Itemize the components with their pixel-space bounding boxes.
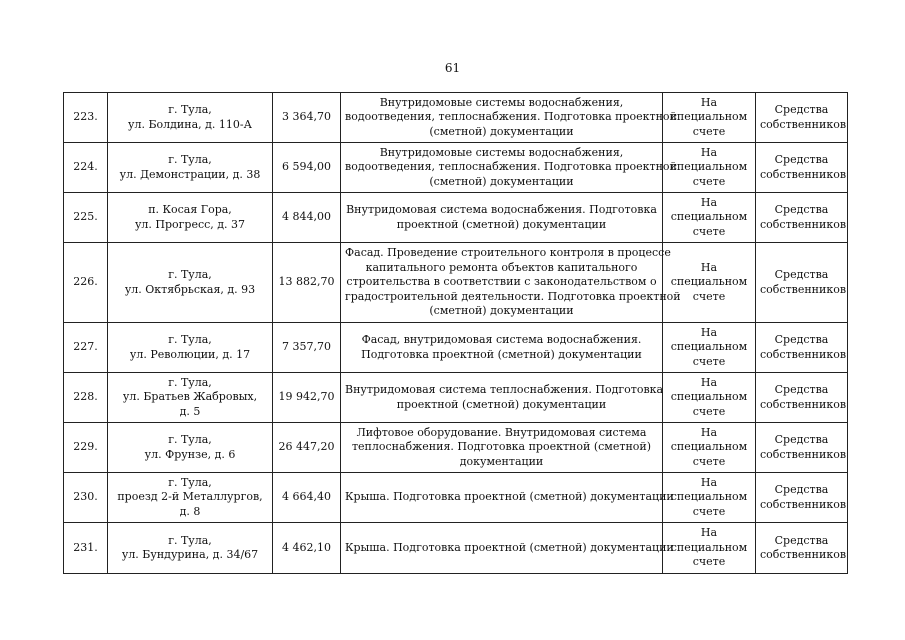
table-row (64, 373, 848, 423)
funding-source-cell (756, 193, 848, 243)
address-cell (108, 143, 273, 193)
work-line: водоотведения, теплоснабжения. Подготовка проектной (345, 160, 677, 174)
funding-source-cell (756, 423, 848, 473)
work-line: Крыша. Подготовка проектной (сметной) документации (345, 490, 674, 504)
account-cell (663, 473, 756, 523)
address-line: г. Тула, (168, 103, 212, 116)
work-line: Внутридомовые системы водоснабжения, (379, 95, 624, 109)
account-line: На (700, 260, 718, 274)
work-type-cell (341, 373, 663, 423)
address-line: г. Тула, (168, 268, 212, 281)
account-line: На (700, 145, 718, 159)
address-line: ул. Демонстрации, д. 38 (119, 167, 261, 181)
work-line: теплоснабжения. Подготовка проектной (сметной) (351, 440, 652, 454)
address-cell (108, 323, 273, 373)
address-line: ул. Революции, д. 17 (129, 347, 251, 361)
funding-source-line: собственников (760, 217, 847, 231)
funding-source-line: Средства (774, 153, 829, 166)
row-number-cell: 230. (64, 473, 108, 523)
funding-source-line: собственников (760, 117, 847, 131)
work-type-cell (341, 193, 663, 243)
funding-source-cell (756, 373, 848, 423)
account-line: счете (692, 504, 726, 518)
address-line: ул. Фрунзе, д. 6 (144, 447, 236, 461)
account-line: счете (692, 354, 726, 368)
cost-cell: 26 447,20 (273, 423, 341, 473)
funding-source-cell (756, 93, 848, 143)
table-row (64, 323, 848, 373)
account-line: специальном (670, 540, 748, 554)
account-line: На (700, 526, 718, 540)
address-line: г. Тула, (168, 533, 212, 547)
work-line: документации (459, 454, 544, 468)
account-line: счете (692, 174, 726, 188)
work-line: (сметной) документации (429, 174, 574, 188)
work-line: Внутридомовые системы водоснабжения, (379, 145, 624, 159)
funding-source-line: Средства (774, 383, 829, 396)
account-line: счете (692, 224, 726, 238)
account-line: На (700, 425, 718, 439)
account-cell (663, 243, 756, 323)
work-type-cell (341, 523, 674, 574)
funding-source-line: собственников (760, 397, 847, 411)
address-line: ул. Болдина, д. 110-А (128, 117, 252, 131)
account-line: счете (692, 124, 726, 138)
cost-cell: 3 364,70 (273, 93, 341, 143)
funding-source-cell (756, 323, 848, 373)
account-cell (663, 193, 756, 243)
work-line: Внутридомовая система теплоснабжения. Подготовка (345, 383, 664, 396)
funding-source-cell (756, 523, 848, 574)
work-type-cell (341, 423, 663, 473)
account-line: специальном (670, 490, 748, 504)
cost-cell: 6 594,00 (273, 143, 341, 193)
account-line: На (700, 325, 718, 339)
table-row (64, 523, 848, 574)
row-number-cell: 223. (64, 93, 108, 143)
table-row (64, 473, 848, 523)
row-number-cell: 225. (64, 193, 108, 243)
table-row (64, 93, 848, 143)
address-line: д. 5 (179, 404, 201, 418)
page-number: 61 (444, 61, 461, 75)
cost-cell: 4 462,10 (273, 523, 341, 574)
account-line: специальном (670, 160, 748, 174)
account-cell (663, 423, 756, 473)
account-line: счете (692, 404, 726, 418)
funding-source-line: собственников (760, 167, 847, 181)
address-cell (108, 243, 273, 323)
funding-source-cell (756, 243, 848, 323)
funding-source-cell (756, 143, 848, 193)
account-line: На (700, 375, 718, 389)
work-line: проектной (сметной) документации (396, 217, 607, 231)
funding-source-line: Средства (774, 433, 829, 446)
table-row (64, 243, 848, 323)
account-cell (663, 323, 756, 373)
address-line: проезд 2-й Металлургов, (117, 490, 263, 504)
address-line: ул. Братьев Жабровых, (122, 390, 258, 404)
row-number-cell: 228. (64, 373, 108, 423)
account-line: счете (692, 289, 726, 303)
work-type-cell (341, 473, 674, 523)
address-cell (108, 473, 273, 523)
work-line: Лифтовое оборудование. Внутридомовая система (356, 425, 647, 439)
work-line: строительства в соответствии с законодательством о (346, 275, 657, 289)
work-line: Внутридомовая система водоснабжения. Подготовка (346, 203, 657, 216)
account-line: На (700, 195, 718, 209)
address-line: г. Тула, (168, 433, 212, 446)
account-line: специальном (670, 390, 748, 404)
address-line: п. Косая Гора, (148, 203, 232, 216)
address-cell (108, 423, 273, 473)
row-number-cell: 231. (64, 523, 108, 574)
address-line: д. 8 (179, 504, 201, 518)
account-line: специальном (670, 440, 748, 454)
work-line: градостроительной деятельности. Подготовка проектной (345, 289, 681, 303)
row-number-cell: 227. (64, 323, 108, 373)
address-line: г. Тула, (168, 333, 212, 346)
funding-source-line: собственников (760, 347, 847, 361)
address-line: ул. Октябрьская, д. 93 (124, 282, 256, 296)
account-line: специальном (670, 110, 748, 124)
works-table (63, 92, 848, 574)
address-line: г. Тула, (168, 475, 212, 489)
table-row (64, 193, 848, 243)
funding-source-line: Средства (774, 103, 829, 116)
funding-source-line: Средства (774, 483, 829, 496)
work-line: Крыша. Подготовка проектной (сметной) документации (345, 540, 674, 554)
work-line: Фасад, внутридомовая система водоснабжения. (361, 333, 642, 346)
work-line: водоотведения, теплоснабжения. Подготовка проектной (345, 110, 677, 124)
work-line: проектной (сметной) документации (396, 397, 607, 411)
work-line: (сметной) документации (429, 304, 574, 318)
account-line: специальном (670, 340, 748, 354)
funding-source-line: собственников (760, 447, 847, 461)
address-line: ул. Прогресс, д. 37 (134, 217, 246, 231)
funding-source-line: Средства (774, 333, 829, 346)
funding-source-cell (756, 473, 848, 523)
row-number-cell: 226. (64, 243, 108, 323)
cost-cell: 4 844,00 (273, 193, 341, 243)
account-cell (663, 93, 756, 143)
work-type-cell (341, 143, 677, 193)
table-row (64, 423, 848, 473)
funding-source-line: Средства (774, 203, 829, 216)
account-cell (663, 143, 756, 193)
cost-cell: 13 882,70 (273, 243, 341, 323)
address-cell (108, 93, 273, 143)
address-cell (108, 523, 273, 574)
address-cell (108, 193, 273, 243)
table-row (64, 143, 848, 193)
address-line: г. Тула, (168, 153, 212, 166)
address-cell (108, 373, 273, 423)
funding-source-line: Средства (774, 533, 829, 547)
account-line: специальном (670, 210, 748, 224)
row-number-cell: 224. (64, 143, 108, 193)
account-line: счете (692, 454, 726, 468)
work-line: Подготовка проектной (сметной) документации (361, 347, 642, 361)
funding-source-line: собственников (760, 497, 847, 511)
work-line: (сметной) документации (429, 124, 574, 138)
work-type-cell (341, 93, 677, 143)
address-line: г. Тула, (168, 375, 212, 389)
address-line: ул. Бундурина, д. 34/67 (121, 548, 259, 561)
work-type-cell (341, 323, 663, 373)
account-cell (663, 523, 756, 574)
account-line: счете (692, 555, 726, 569)
funding-source-line: собственников (760, 282, 847, 296)
work-line: Фасад. Проведение строительного контроля в процессе (345, 246, 671, 260)
account-line: На (700, 95, 718, 109)
funding-source-line: собственников (760, 548, 847, 561)
work-line: капитального ремонта объектов капитального (365, 260, 638, 274)
row-number-cell: 229. (64, 423, 108, 473)
cost-cell: 7 357,70 (273, 323, 341, 373)
account-cell (663, 373, 756, 423)
work-type-cell (341, 243, 681, 323)
funding-source-line: Средства (774, 268, 829, 281)
cost-cell: 19 942,70 (273, 373, 341, 423)
account-line: специальном (670, 275, 748, 289)
account-line: На (700, 475, 718, 489)
cost-cell: 4 664,40 (273, 473, 341, 523)
